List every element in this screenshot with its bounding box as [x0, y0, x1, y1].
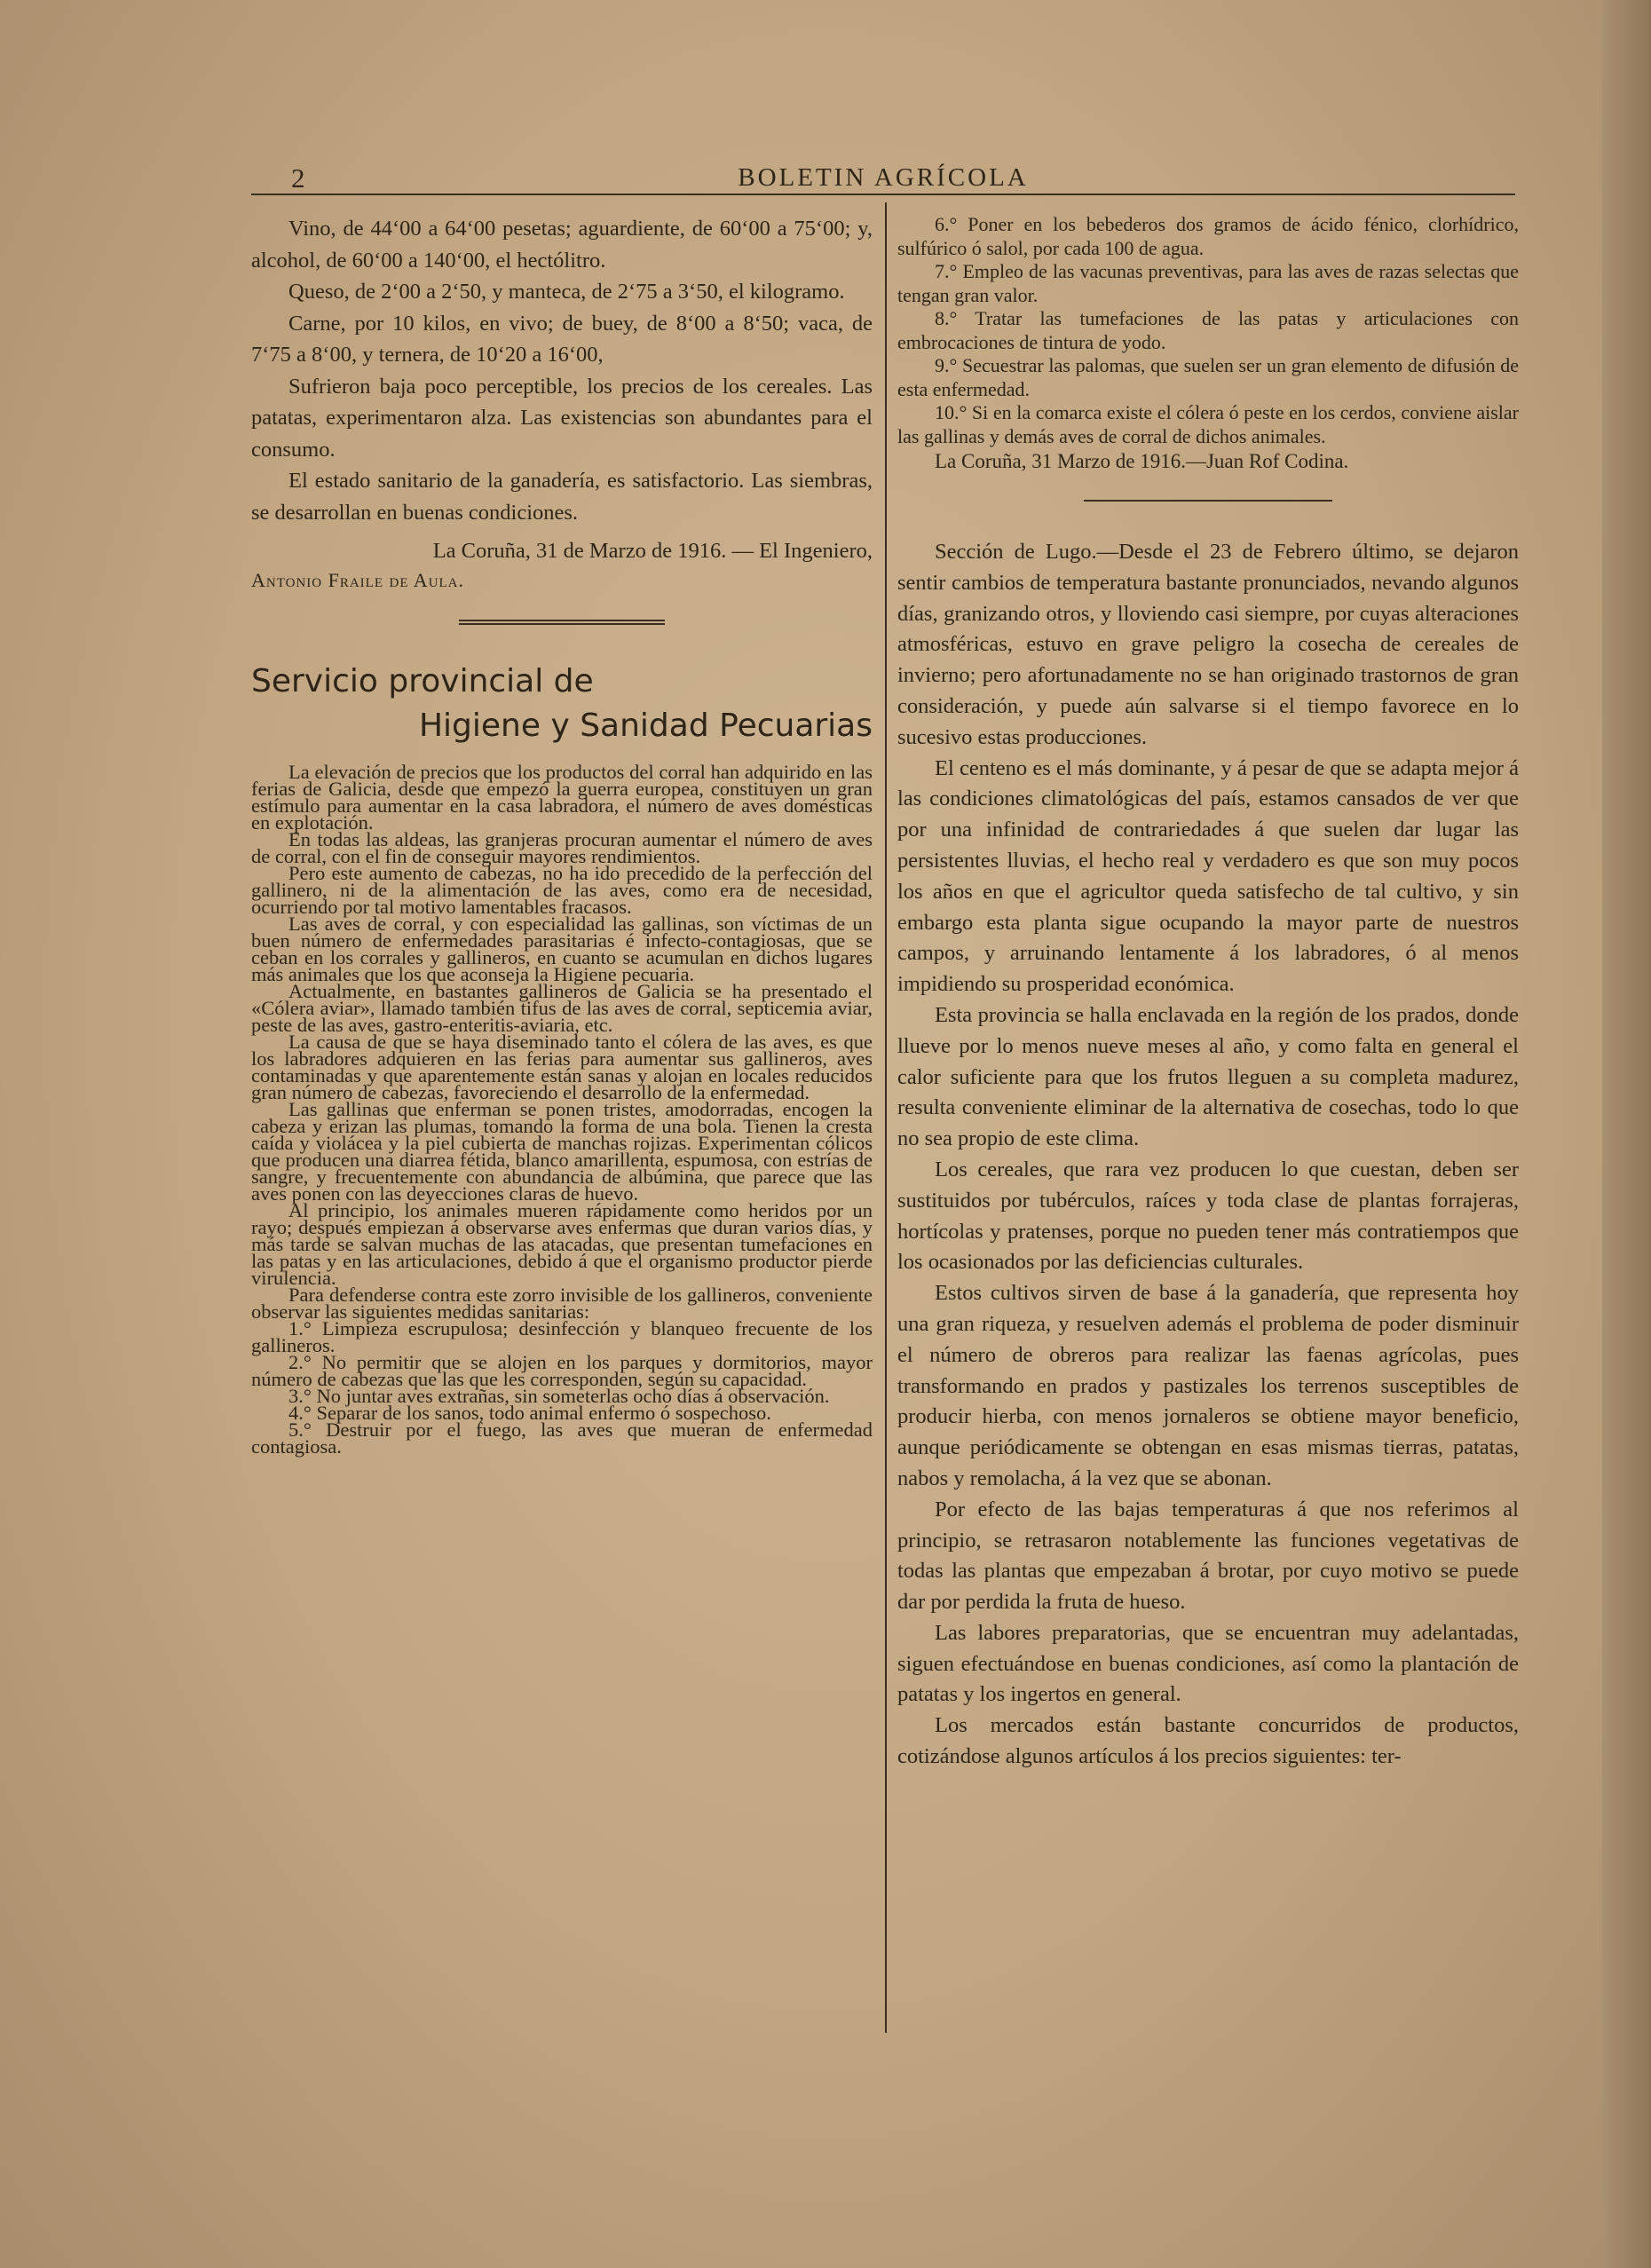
paragraph: El centeno es el más dominante, y á pesar de que se adapta mejor á las condiciones climatológicas del país, estamos cansados de ver que por una infinidad de contrariedades á que suelen dar lugar las persistentes lluvias, el hecho real y verdadero es que son muy pocos los años en que el agricultor queda satisfecho de tal cultivo, y sin embargo esta planta sigue ocupando la mayor parte de nuestros campos, y arruinando lentamente á los labradores, ó al menos impidiendo su prosperidad económica. — [897, 755, 1519, 997]
measure-item: 7.° Empleo de las vacunas preventivas, para las aves de razas selectas que tengan gran valor. — [897, 260, 1519, 306]
paragraph: Las gallinas que enferman se ponen tristes, amodorradas, encogen la cabeza y erizan las plumas, tomando la forma de una bola. Tienen la cresta caída y violácea y la piel cubierta de manchas rojizas. Experimentan cólicos que producen una diarrea fétida, blanco amarillenta, espumosa, con estrías de sangre, y frecuentemente con abundancia de albúmina, que parece que las aves ponen con las deyecciones claras de huevo. — [251, 1098, 873, 1205]
paragraph: En todas las aldeas, las granjeras procuran aumentar el número de aves de corral, con el fin de conseguir mayores rendimientos. — [251, 828, 873, 867]
paragraph: Queso, de 2‘00 a 2‘50, y manteca, de 2‘75 a 3‘50, el kilogramo. — [288, 280, 845, 304]
paragraph: Por efecto de las bajas temperaturas á que nos referimos al principio, se retrasaron notablemente las funciones vegetativas de todas las plantas que empezaban á brotar, por cuyo motivo se puede dar por perdida la fruta de hueso. — [897, 1497, 1519, 1615]
measure-item: 2.° No permitir que se alojen en los parques y dormitorios, mayor número de cabezas que las que les corresponden, según su capacidad. — [251, 1351, 873, 1390]
section-heading — [251, 662, 873, 746]
paragraph: Los cereales, que rara vez producen lo que cuestan, deben ser sustituidos por tubérculos, raíces y toda clase de plantas forrajeras, hortícolas y pratenses, porque no pueden tener más contratiempos que los ocasionados por las deficiencias culturales. — [897, 1157, 1519, 1275]
paragraph: Esta provincia se halla enclavada en la región de los prados, donde llueve por lo menos nueve meses al año, y como falta en general el calor suficiente para que los frutos lleguen a su completa madurez, resulta conveniente eliminar de la alternativa de cosechas, todo lo que no sea propio de este clima. — [897, 1002, 1519, 1151]
paragraph: Las aves de corral, y con especialidad las gallinas, son víctimas de un buen número de enfermedades parasitarias é infecto-contagiosas, que se ceban en los corrales y gallineros, en cuanto se acumulan en dichos lugares más animales que los que aconseja la Higiene pecuaria. — [251, 913, 873, 985]
paragraph: Los mercados están bastante concurridos de productos, cotizándose algunos artículos á los precios siguientes: ter- — [897, 1713, 1519, 1769]
page-edge-shadow — [1602, 0, 1651, 2268]
paragraph: Al principio, los animales mueren rápidamente como heridos por un rayo; después empiezan á observarse aves enfermas que duran varios días, y más tarde se salvan muchas de las atacadas, que presentan tumefaciones en las patas y en las articulaciones, debido á que el organismo productor pierde virulencia. — [251, 1199, 873, 1289]
signature-name: Antonio Fraile de Aula. — [251, 569, 464, 591]
heading-line-1: Servicio provincial de — [251, 663, 594, 699]
measure-item: 4.° Separar de los sanos, todo animal enfermo ó sospechoso. — [288, 1402, 771, 1424]
paragraph: El estado sanitario de la ganadería, es satisfactorio. Las siembras, se desarrollan en buenas condiciones. — [251, 469, 873, 525]
paragraph: Sufrieron baja poco perceptible, los precios de los cereales. Las patatas, experimentaron alza. Las existencias son abundantes para el consumo. — [251, 374, 873, 462]
measure-item: 6.° Poner en los bebederos dos gramos de ácido fénico, clorhídrico, sulfúrico ó salol, por cada 100 de agua. — [897, 213, 1519, 259]
section-separator — [1084, 500, 1332, 502]
page-header — [251, 158, 1515, 195]
paragraph: Vino, de 44‘00 a 64‘00 pesetas; aguardiente, de 60‘00 a 75‘00; y, alcohol, de 60‘00 a 140‘00, el hectólitro. — [251, 217, 873, 273]
column-divider — [885, 202, 887, 2033]
hygiene-article — [251, 761, 873, 1458]
page-number: 2 — [291, 162, 305, 194]
paragraph: Las labores preparatorias, que se encuentran muy adelantadas, siguen efectuándose en buenas condiciones, así como la plantación de patatas y los ingertos en general. — [897, 1620, 1519, 1707]
left-column — [251, 213, 873, 1458]
measure-item: 9.° Secuestrar las palomas, que suelen ser un gran elemento de difusión de esta enfermedad. — [897, 354, 1519, 400]
paragraph: Carne, por 10 kilos, en vivo; de buey, de 8‘00 a 8‘50; vaca, de 7‘75 a 8‘00, y ternera, de 10‘20 a 16‘00, — [251, 311, 873, 367]
measure-item: 1.° Limpieza escrupulosa; desinfección y blanqueo frecuente de los gallineros. — [251, 1317, 873, 1356]
right-column — [897, 213, 1519, 1773]
paragraph: La causa de que se haya diseminado tanto el cólera de las aves, es que los labradores adquieren en las ferias para aumentar sus gallineros, aves contaminadas y que aparentemente están sanas y alojan en locales reducidos gran número de cabezas, favoreciendo el desarrollo de la enfermedad. — [251, 1031, 873, 1103]
measure-item: 3.° No juntar aves extrañas, sin someterlas ocho días á observación. — [288, 1385, 830, 1407]
signature-line: La Coruña, 31 Marzo de 1916.—Juan Rof Codina. — [935, 450, 1349, 472]
heading-line-2: Higiene y Sanidad Pecuarias — [418, 707, 873, 744]
paragraph: Para defenderse contra este zorro invisible de los gallineros, conveniente observar las siguientes medidas sanitarias: — [251, 1284, 873, 1323]
paragraph: Pero este aumento de cabezas, no ha ido precedido de la perfección del gallinero, ni de la alimentación de las aves, como era de necesidad, ocurriendo por tal motivo lamentables fracasos. — [251, 862, 873, 918]
measures-continued — [897, 213, 1519, 475]
signature-line: La Coruña, 31 de Marzo de 1916. — El Ingeniero, — [432, 539, 873, 563]
market-report — [251, 213, 873, 595]
section-separator — [459, 620, 665, 625]
paragraph: La elevación de precios que los productos del corral han adquirido en las ferias de Galicia, desde que empezó la guerra europea, constituyen un gran estímulo para aumentar en la casa labradora, el número de aves domésticas en explotación. — [251, 761, 873, 834]
measure-item: 8.° Tratar las tumefaciones de las patas y articulaciones con embrocaciones de tintura de yodo. — [897, 307, 1519, 353]
publication-title: BOLETIN AGRÍCOLA — [738, 163, 1029, 192]
paragraph: Estos cultivos sirven de base á la ganadería, que representa hoy una gran riqueza, y resuelven además el problema de poder disminuir el número de obreros para realizar las faenas agrícolas, pues transformando en prados y pastizales los terrenos susceptibles de producir hierba, con menos jornaleros se obtiene mayor beneficio, aunque periódicamente se obtengan en esas mismas tierras, patatas, nabos y remolacha, á la vez que se abonan. — [897, 1281, 1519, 1490]
paragraph: Sección de Lugo.—Desde el 23 de Febrero último, se dejaron sentir cambios de temperatura bastante pronunciados, nevando algunos días, granizando otros, y lloviendo casi siempre, por cuyas alteraciones atmosféricas, estuvo en grave peligro la cosecha de cereales de invierno; pero afortunadamente no se han originado trastornos de gran consideración, y puede aún salvarse si el tiempo favorece en lo sucesivo estas producciones. — [897, 540, 1519, 749]
measure-item: 10.° Si en la comarca existe el cólera ó peste en los cerdos, conviene aislar las gallinas y demás aves de corral de dichos animales. — [897, 401, 1519, 447]
lugo-article — [897, 537, 1519, 1773]
paragraph: Actualmente, en bastantes gallineros de Galicia se ha presentado el «Cólera aviar», llamado también tifus de las aves de corral, septicemia aviar, peste de las aves, gastro-enteritis-aviaria, etc. — [251, 980, 873, 1036]
measure-item: 5.° Destruir por el fuego, las aves que mueran de enfermedad contagiosa. — [251, 1418, 873, 1458]
